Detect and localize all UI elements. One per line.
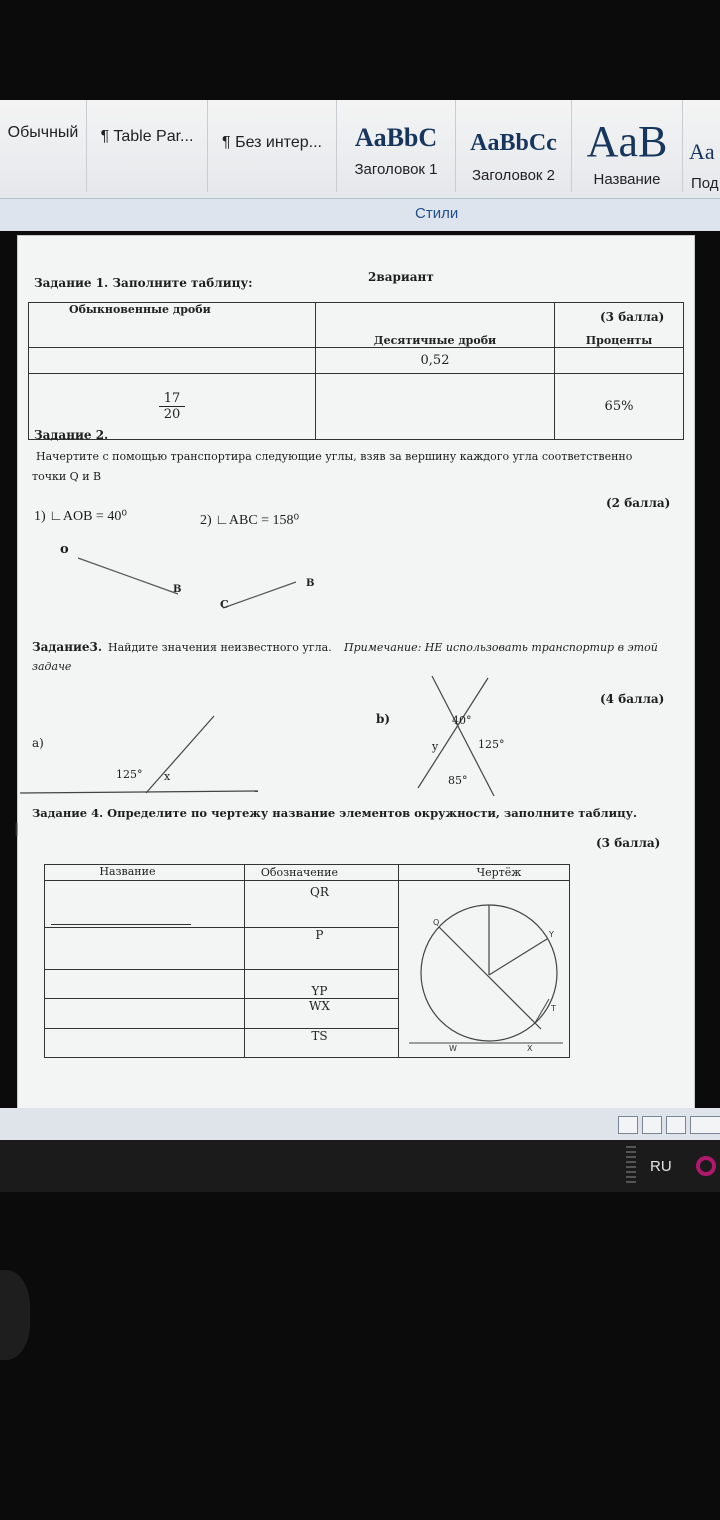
text-cursor-icon: I [14,820,20,840]
style-label: Заголовок 1 [354,161,438,178]
table-cell[interactable] [45,969,245,998]
taskbar [0,1140,720,1192]
table-cell[interactable]: P [244,927,398,969]
style-no-spacing[interactable] [208,100,337,192]
style-sample: AaBbC [354,123,438,152]
point-o-label: o [60,542,69,557]
task2-rays [18,536,694,626]
task4-table [44,864,570,1058]
table-cell[interactable]: WX [244,999,398,1028]
point-q-label: Q [433,917,440,927]
unknown-angle-y: y [432,740,439,753]
styles-group-label: Стили [415,205,459,222]
outline-view-icon[interactable] [690,1116,720,1134]
task3-part-a: a) [32,736,44,750]
variant-label: 2вариант [368,270,434,284]
style-label: Название [593,171,661,188]
styles-group-bar [0,198,720,231]
angle-label: 40° [452,714,472,727]
table-cell[interactable] [555,347,684,373]
table-header: Обозначение [244,865,398,881]
task3-part-b: b) [376,712,391,726]
table-cell[interactable] [45,927,245,969]
task4-title: Задание 4. Определите по чертежу название элементов окружности, заполните таблицу. [32,806,638,820]
unknown-angle-x: x [164,770,171,783]
table-header: Обыкновенные дроби [29,303,316,348]
task2-angle-1: 1) ∟AOB = 40⁰ [34,509,127,524]
angle-label: 85° [448,774,468,787]
style-sample: AaB [586,117,668,166]
style-label: ¶ Без интер... [222,134,322,151]
style-label: ¶ Table Par... [100,128,194,145]
table-cell[interactable]: 0,52 [316,347,555,373]
print-layout-view-icon[interactable] [618,1116,638,1134]
task1-title: Задание 1. Заполните таблицу: [34,276,253,290]
point-b-label: B [306,578,315,589]
style-label: Под [691,175,719,192]
task3-title: Задание3. [32,640,103,654]
task2-text: Начертите с помощью транспортира следующие углы, взяв за вершину каждого угла соответственно [36,450,633,463]
table-cell[interactable] [45,881,245,927]
point-t-label: T [551,1003,556,1013]
task1-table [28,302,684,440]
point-w-label: W [449,1043,457,1053]
task2-text: точки Q и В [32,470,102,483]
table-header: Название [45,865,245,881]
table-cell[interactable] [45,999,245,1028]
table-header: Проценты [555,303,684,348]
task3-note: Примечание: НЕ использовать транспортир в этой [344,641,658,654]
point-b-label: B [173,584,182,595]
point-x-label: X [527,1043,533,1053]
styles-ribbon [0,100,720,210]
task4-points: (3 балла) [596,836,661,850]
style-heading-2[interactable] [456,100,572,192]
task2-angle-2: 2) ∟ABC = 158⁰ [200,513,300,528]
task2-title: Задание 2. [34,428,109,442]
answer-underline [51,924,191,925]
status-bar [0,1108,720,1140]
camera-watermark-icon [0,1270,30,1360]
table-header: Десятичные дроби [316,303,555,348]
style-title[interactable] [572,100,683,192]
fraction-numerator: 17 [159,391,185,407]
style-label: Заголовок 2 [471,167,556,184]
table-cell[interactable] [45,1028,245,1058]
angle-label: 125° [116,768,143,781]
task3-points: (4 балла) [600,692,665,706]
style-sample: AaBbCc [470,130,557,156]
fraction-denominator: 20 [163,406,181,422]
web-layout-view-icon[interactable] [666,1116,686,1134]
circle-drawing-cell [399,881,570,1058]
reading-view-icon[interactable] [642,1116,662,1134]
table-cell[interactable]: 65% [555,373,684,439]
table-header: Чертёж [399,865,570,881]
language-indicator[interactable]: RU [650,1158,672,1175]
style-table-paragraph[interactable] [87,100,208,192]
angle-label: 125° [478,738,505,751]
table-cell[interactable] [316,373,555,439]
point-c-label: C [220,598,229,611]
circle-diagram [399,883,569,1053]
task3-figures [18,666,694,806]
table-cell[interactable] [29,347,316,373]
style-normal[interactable] [0,100,87,192]
app-tray-icon[interactable] [696,1156,716,1176]
style-label: Обычный [7,124,79,141]
style-sample: Aa [689,139,715,164]
table-cell[interactable]: TS [244,1028,398,1058]
task3-text: Найдите значения неизвестного угла. [108,641,332,654]
style-subtitle[interactable] [683,100,720,192]
style-heading-1[interactable] [337,100,456,192]
point-y-label: Y [549,929,554,939]
table-cell[interactable]: QR [244,881,398,927]
tray-separator [626,1146,636,1186]
table-cell[interactable]: YP [244,969,398,998]
task2-points: (2 балла) [606,496,671,510]
document-page[interactable] [14,236,694,1108]
task1-points: (3 балла) [600,310,665,324]
task3-note: задаче [32,660,72,673]
